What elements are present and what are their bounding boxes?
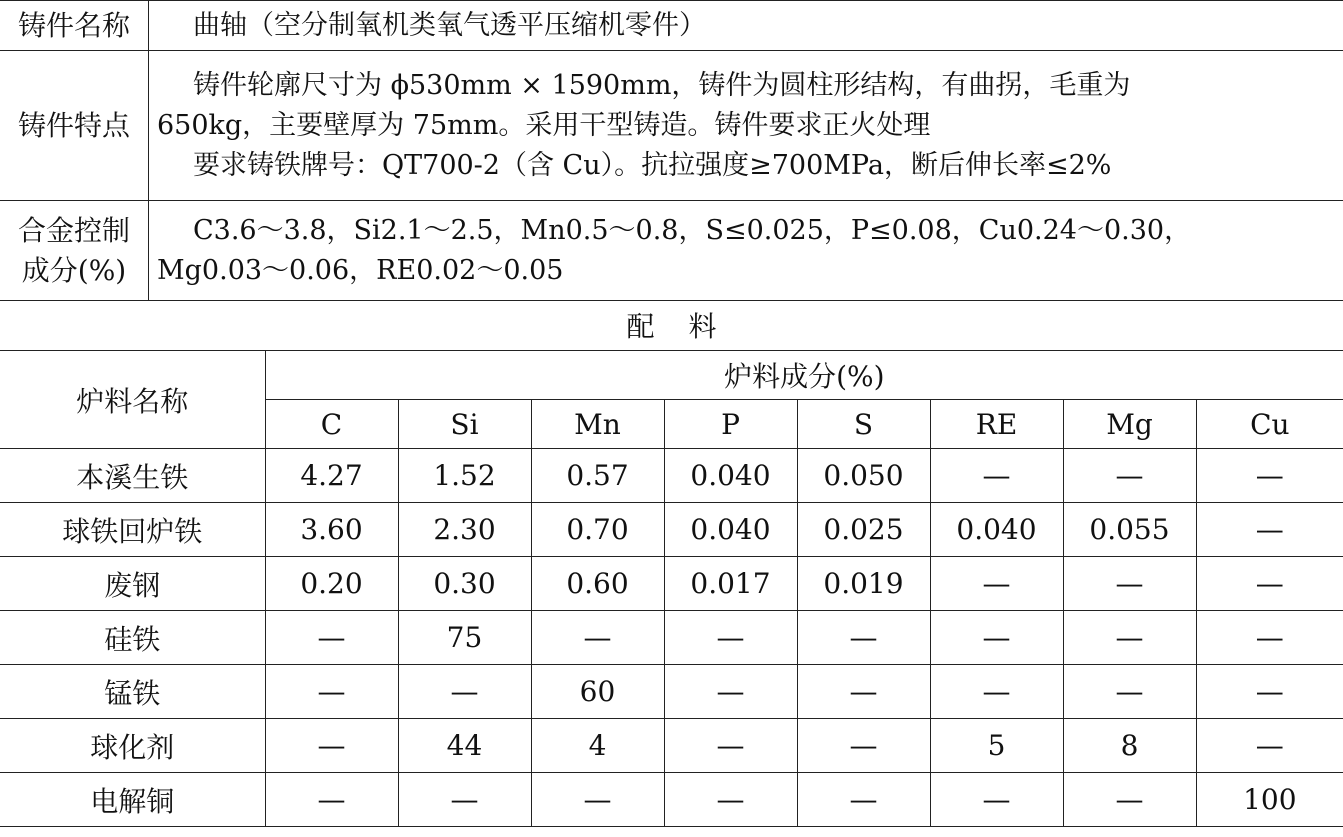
features-line-3: 要求铸铁牌号：QT700-2（含 Cu）。抗拉强度≥700MPa，断后伸长率≤2% [193,149,1112,181]
composition-cell: 3.60 [265,503,398,557]
material-name: 废钢 [0,557,265,611]
composition-cell: — [797,611,930,665]
table-row [0,665,1343,719]
composition-cell: — [531,611,664,665]
composition-cell: — [664,611,797,665]
alloy-label-line-2: 成分(%) [21,253,127,287]
composition-cell: 4 [531,719,664,773]
composition-cell: — [664,719,797,773]
table-row [0,503,1343,557]
composition-cell: — [664,773,797,827]
composition-cell: — [664,665,797,719]
alloy-label-line-1: 合金控制 [17,213,130,247]
composition-cell: 0.017 [664,557,797,611]
composition-cell: 0.019 [797,557,930,611]
composition-cell: 44 [398,719,531,773]
composition-cell: — [930,773,1063,827]
composition-cell: — [1063,665,1196,719]
composition-cell: — [1063,449,1196,503]
table-row [0,449,1343,503]
composition-cell: 0.055 [1063,503,1196,557]
column-header: Cu [1196,400,1343,449]
column-header: Mn [531,400,664,449]
composition-cell: — [930,449,1063,503]
charge-table [0,350,1343,827]
composition-cell: 1.52 [398,449,531,503]
composition-cell: — [265,611,398,665]
material-name: 球铁回炉铁 [0,503,265,557]
column-header: S [797,400,930,449]
composition-cell: 8 [1063,719,1196,773]
composition-cell: — [265,665,398,719]
composition-cell: 75 [398,611,531,665]
composition-cell: 0.040 [930,503,1063,557]
charge-name-header: 炉料名称 [0,351,265,449]
composition-cell: 0.60 [531,557,664,611]
composition-cell: 0.025 [797,503,930,557]
alloy-value [149,201,1343,301]
composition-cell: — [1063,557,1196,611]
composition-cell: — [1063,611,1196,665]
composition-cell: 100 [1196,773,1343,827]
material-name: 硅铁 [0,611,265,665]
table-row [0,611,1343,665]
alloy-line-2: Mg0.03～0.06，RE0.02～0.05 [157,254,564,286]
composition-cell: 0.70 [531,503,664,557]
column-header: C [265,400,398,449]
composition-cell: 60 [531,665,664,719]
header-row-1 [0,351,1343,400]
composition-cell: 0.20 [265,557,398,611]
casting-features-value [149,51,1343,201]
composition-cell: 2.30 [398,503,531,557]
features-line-2: 650kg，主要壁厚为 75mm。采用干型铸造。铸件要求正火处理 [157,109,931,141]
composition-cell: — [797,665,930,719]
composition-cell: — [930,665,1063,719]
material-name: 本溪生铁 [0,449,265,503]
composition-cell: — [1196,503,1343,557]
composition-cell: — [797,773,930,827]
material-name: 球化剂 [0,719,265,773]
charge-table-body [0,351,1343,827]
charge-title: 配料 [626,310,751,343]
composition-cell: — [797,719,930,773]
composition-cell: — [930,557,1063,611]
table-row [0,557,1343,611]
composition-cell: 5 [930,719,1063,773]
column-header: P [664,400,797,449]
casting-name-value [149,1,1343,51]
composition-cell: 0.57 [531,449,664,503]
composition-cell: — [930,611,1063,665]
casting-features-label: 铸件特点 [0,51,149,201]
composition-cell: — [1196,449,1343,503]
material-name: 电解铜 [0,773,265,827]
composition-cell: 4.27 [265,449,398,503]
casting-name-text: 曲轴（空分制氧机类氧气透平压缩机零件） [193,9,706,41]
column-header: Si [398,400,531,449]
composition-cell: — [1063,773,1196,827]
composition-cell: 0.050 [797,449,930,503]
composition-cell: 0.040 [664,503,797,557]
composition-cell: — [1196,611,1343,665]
composition-cell: — [398,665,531,719]
composition-cell: — [1196,719,1343,773]
column-header: Mg [1063,400,1196,449]
alloy-label [0,201,149,301]
composition-cell: — [531,773,664,827]
composition-cell: — [265,719,398,773]
casting-name-label: 铸件名称 [0,1,149,51]
composition-cell: — [1196,665,1343,719]
composition-cell: — [398,773,531,827]
composition-cell: — [1196,557,1343,611]
composition-cell: 0.040 [664,449,797,503]
composition-cell: 0.30 [398,557,531,611]
composition-cell: — [265,773,398,827]
table-row [0,719,1343,773]
charge-composition-header: 炉料成分(%) [265,351,1343,400]
casting-info-table [0,0,1343,301]
alloy-line-1: C3.6～3.8，Si2.1～2.5，Mn0.5～0.8，S≤0.025，P≤0.08，Cu0.24～0.30， [193,214,1192,246]
column-header: RE [930,400,1063,449]
table-row [0,773,1343,827]
material-name: 锰铁 [0,665,265,719]
features-line-1: 铸件轮廓尺寸为 ϕ530mm × 1590mm，铸件为圆柱形结构，有曲拐，毛重为 [193,69,1131,101]
